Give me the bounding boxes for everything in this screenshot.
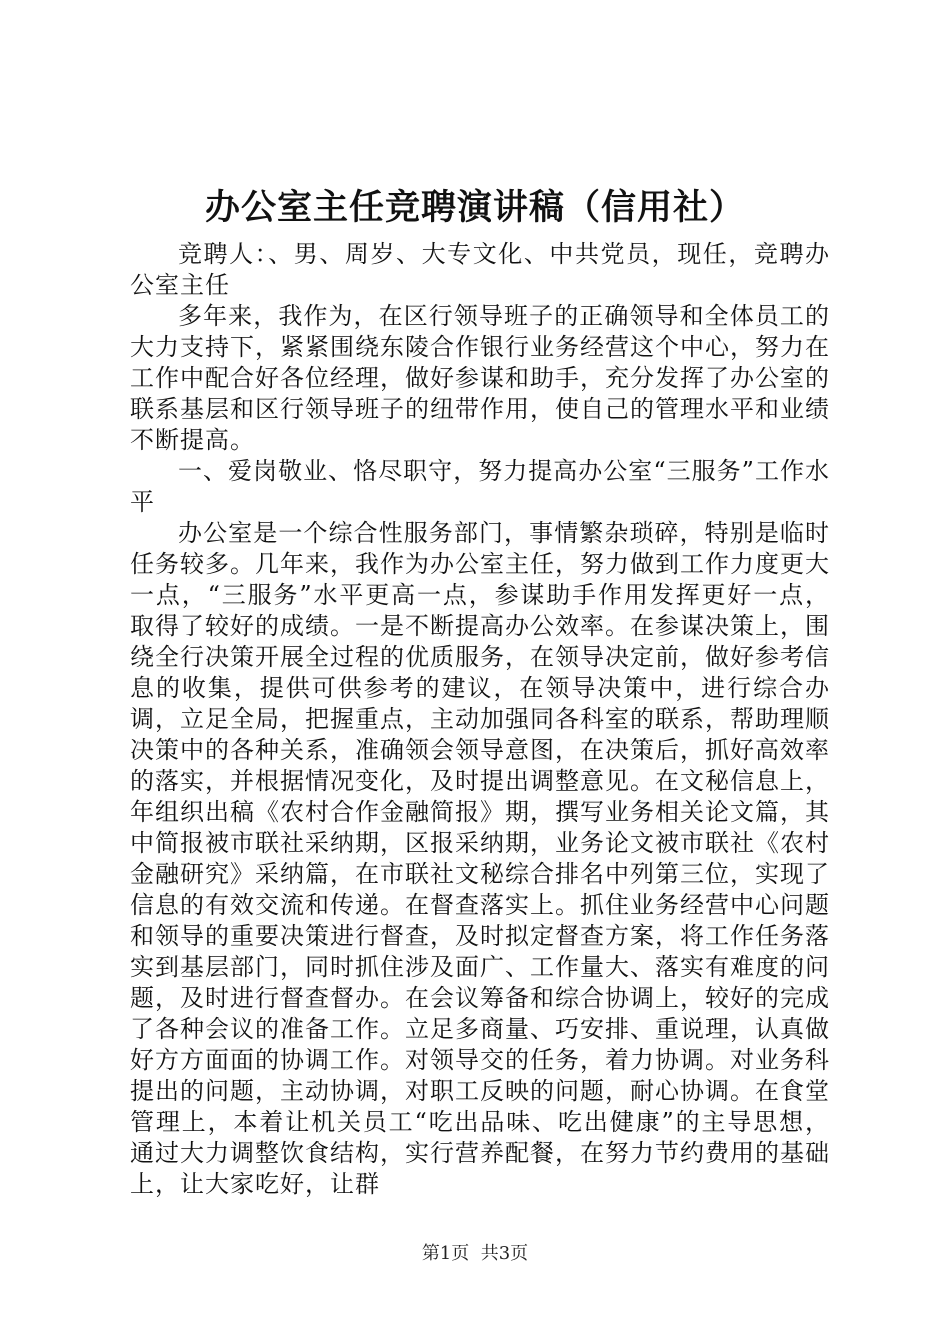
section-heading-1: 一、爱岗敬业、恪尽职守，努力提高办公室“三服务”工作水平 [130, 457, 830, 516]
paragraph-candidate-info: 竞聘人：、男、周岁、大专文化、中共党员，现任，竞聘办公室主任 [130, 240, 830, 299]
document-body [130, 239, 830, 1200]
document-title: 办公室主任竞聘演讲稿（信用社） [204, 187, 745, 228]
page-footer [0, 1241, 950, 1267]
total-pages: 共3页 [480, 1243, 529, 1264]
page-number: 第1页 [421, 1243, 470, 1264]
paragraph-office-work: 办公室是一个综合性服务部门，事情繁杂琐碎，特别是临时任务较多。几年来，我作为办公室主任，努力做到工作力度更大一点，“三服务”水平更高一点，参谋助手作用发挥更好一点，取得了较好的成绩。一是不断提高办公效率。在参谋决策上，围绕全行决策开展全过程的优质服务，在领导决定前，做好参考信息的收集，提供可供参考的建议，在领导决策中，进行综合办调，立足全局，把握重点，主动加强同各科室的联系，帮助理顺决策中的各种关系，准确领会领导意图，在决策后，抓好高效率的落实，并根据情况变化，及时提出调整意见。在文秘信息上，年组织出稿《农村合作金融简报》期，撰写业务相关论文篇，其中简报被市联社采纳期，区报采纳期，业务论文被市联社《农村金融研究》采纳篇，在市联社文秘综合排名中列第三位，实现了信息的有效交流和传递。在督查落实上。抓住业务经营中心问题和领导的重要决策进行督查，及时拟定督查方案，将工作任务落实到基层部门，同时抓住涉及面广、工作量大、落实有难度的问题，及时进行督查督办。在会议筹备和综合协调上，较好的完成了各种会议的准备工作。立足多商量、巧安排、重说理，认真做好方方面面的协调工作。对领导交的任务，着力协调。对业务科提出的问题，主动协调，对职工反映的问题，耐心协调。在食堂管理上，本着让机关员工“吃出品味、吃出健康”的主导思想，通过大力调整饮食结构，实行营养配餐，在努力节约费用的基础上，让大家吃好，让群 [130, 519, 830, 1198]
paragraph-introduction: 多年来，我作为，在区行领导班子的正确领导和全体员工的大力支持下，紧紧围绕东陵合作银行业务经营这个中心，努力在工作中配合好各位经理，做好参谋和助手，充分发挥了办公室的联系基层和区行领导班子的纽带作用，使自己的管理水平和业绩不断提高。 [130, 302, 830, 454]
